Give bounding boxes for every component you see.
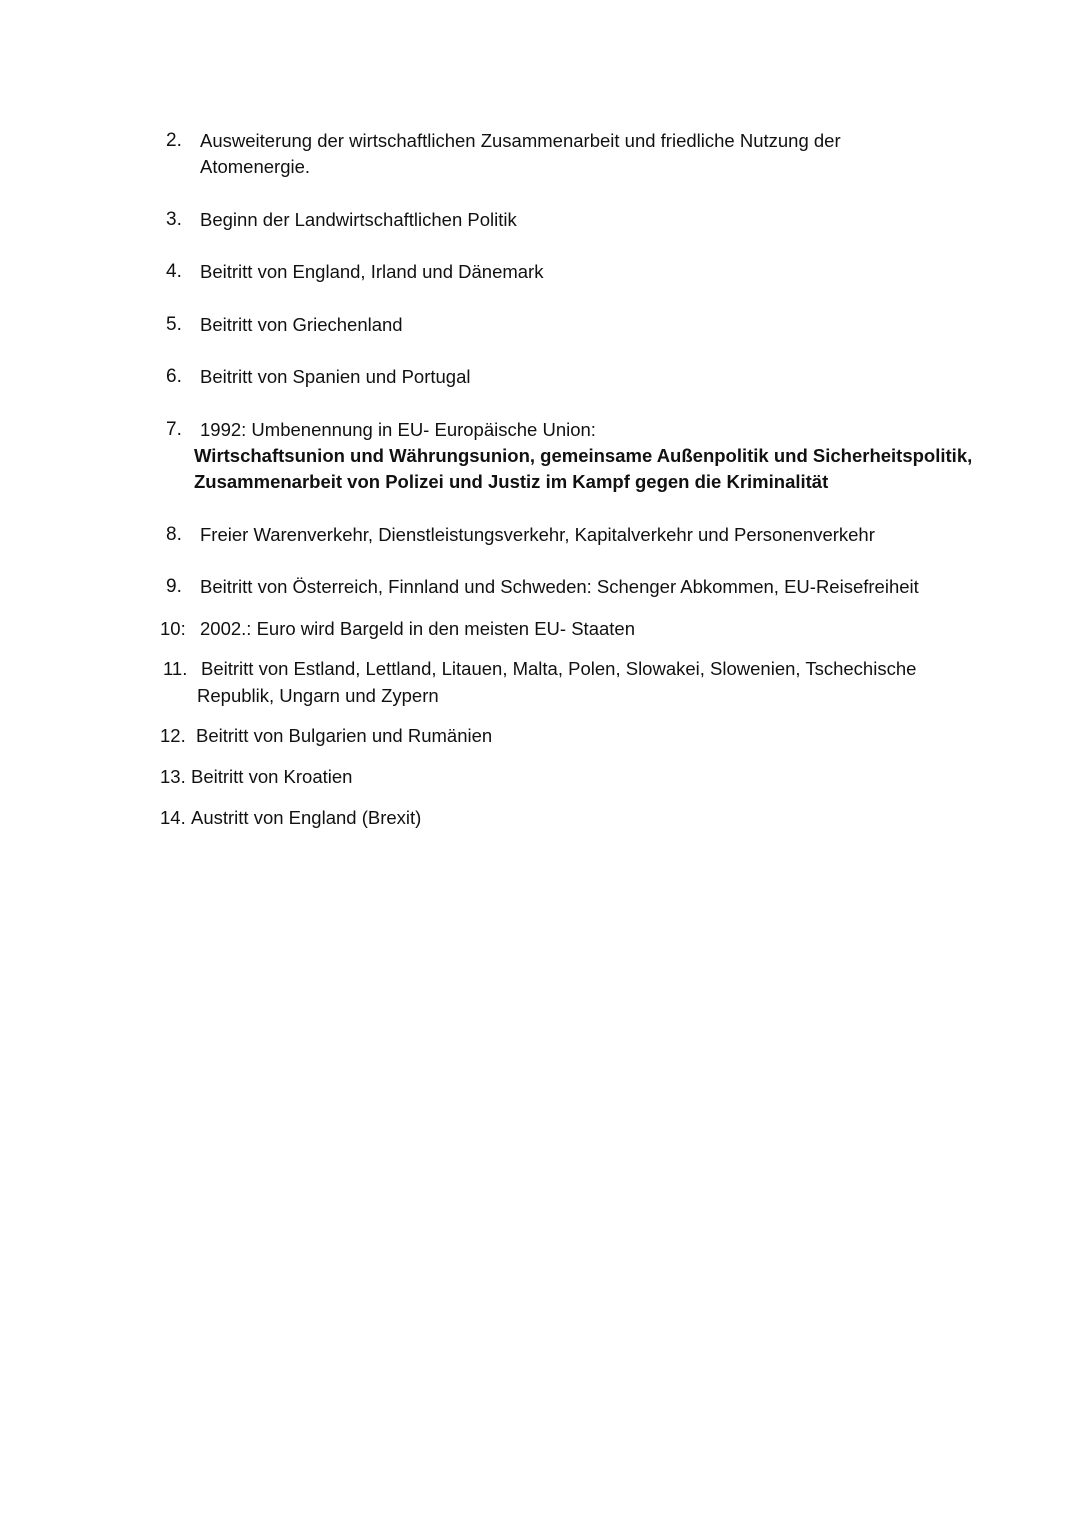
item-number: 14. (160, 807, 186, 828)
item-number: 6. (166, 366, 182, 387)
item-text: Beitritt von Spanien und Portugal (200, 366, 471, 387)
item-text: 1992: Umbenennung in EU- Europäische Union: (200, 419, 596, 440)
item-number: 3. (166, 209, 182, 230)
item-text: Austritt von England (Brexit) (191, 807, 422, 828)
item-number: 11. (163, 658, 188, 679)
item-number: 12. (160, 725, 186, 746)
item-number: 5. (166, 314, 182, 335)
item-text-bold: Zusammenarbeit von Polizei und Justiz im Kampf gegen die Kriminalität (194, 471, 829, 492)
item-text: Beitritt von Kroatien (191, 766, 353, 787)
item-number: 2. (166, 130, 182, 151)
item-text: Ausweiterung der wirtschaftlichen Zusammenarbeit und friedliche Nutzung der (200, 130, 841, 151)
item-number: 13. (160, 766, 186, 787)
item-text: Beitritt von Bulgarien und Rumänien (196, 725, 493, 746)
item-number: 9. (166, 576, 182, 597)
item-text: Beginn der Landwirtschaftlichen Politik (200, 209, 517, 230)
item-text: Republik, Ungarn und Zypern (197, 685, 439, 706)
item-number: 10: (160, 618, 186, 639)
item-text: Beitritt von England, Irland und Dänemark (200, 261, 544, 282)
item-text: 2002.: Euro wird Bargeld in den meisten EU- Staaten (200, 618, 635, 639)
item-number: 8. (166, 524, 182, 545)
item-number: 4. (166, 261, 182, 282)
item-text: Beitritt von Estland, Lettland, Litauen, Malta, Polen, Slowakei, Slowenien, Tschechische (201, 658, 917, 679)
item-text: Freier Warenverkehr, Dienstleistungsverkehr, Kapitalverkehr und Personenverkehr (200, 524, 875, 545)
item-text: Beitritt von Griechenland (200, 314, 403, 335)
item-text-bold: Wirtschaftsunion und Währungsunion, gemeinsame Außenpolitik und Sicherheitspolitik, (194, 445, 973, 466)
item-text: Beitritt von Österreich, Finnland und Schweden: Schenger Abkommen, EU-Reisefreiheit (200, 576, 919, 597)
item-text: Atomenergie. (200, 156, 311, 177)
item-number: 7. (166, 419, 182, 440)
